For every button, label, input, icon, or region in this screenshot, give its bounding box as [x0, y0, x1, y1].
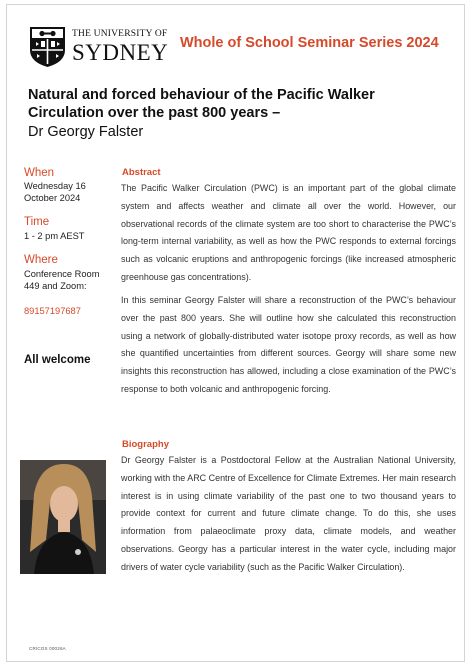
- cricos-code: CRICOS 00026A: [29, 646, 66, 651]
- abstract-paragraph-2: In this seminar Georgy Falster will share a reconstruction of the PWC’s behaviour over the past 800 years. She will outline how she calculated this reconstruction using a network of globally-distributed water isotope proxy records, as well as how she quantified uncertainties from different sources. Georgy will share some new insights this reconstruction has allowed, including a close examination of the PWC’s response to both volcanic and anthropogenic forcing.: [121, 295, 456, 394]
- logo-line1: THE UNIVERSITY OF: [72, 28, 168, 39]
- all-welcome: All welcome: [24, 354, 91, 366]
- series-title: Whole of School Seminar Series 2024: [180, 35, 439, 51]
- zoom-link[interactable]: 89157197687: [24, 306, 81, 316]
- speaker-photo: [20, 460, 106, 574]
- time-value: 1 - 2 pm AEST: [24, 231, 85, 241]
- page-title: Natural and forced behaviour of the Pacific Walker Circulation over the past 800 years –: [28, 87, 375, 121]
- university-logo: [29, 26, 168, 68]
- time-heading: Time: [24, 216, 50, 228]
- where-value: Conference Room 449 and Zoom:: [24, 269, 100, 291]
- when-heading: When: [24, 167, 55, 179]
- abstract-heading: Abstract: [122, 167, 161, 178]
- speaker-name: Dr Georgy Falster: [28, 124, 144, 140]
- where-heading: Where: [24, 254, 58, 266]
- abstract-paragraph-1: The Pacific Walker Circulation (PWC) is an important part of the global climate system and affects weather and climate all over the world. However, our observational records of the climate system are too short to characterise the PWC’s long-term internal variability, as well as how the PWC responds to external forcings such as volcanic eruptions and anthropogenic forcings (like increased atmospheric greenhouse gas concentrations).: [121, 183, 456, 282]
- logo-line2: SYDNEY: [72, 40, 169, 66]
- biography-heading: Biography: [122, 439, 169, 450]
- university-crest-icon: [29, 26, 66, 68]
- biography-paragraph: Dr Georgy Falster is a Postdoctoral Fellow at the Australian National University, working with the ARC Centre of Excellence for Climate Extremes. Her main research interest is in using climate variability of the past one to two thousand years to provide context for current and future climate change. To do this, she uses information from palaeoclimate proxy data, climate models, and weather observations. Georgy has a particular interest in the water cycle, including major drivers of water cycle variability (such as the Pacific Walker Circulation).: [121, 455, 456, 572]
- when-value: Wednesday 16 October 2024: [24, 181, 86, 203]
